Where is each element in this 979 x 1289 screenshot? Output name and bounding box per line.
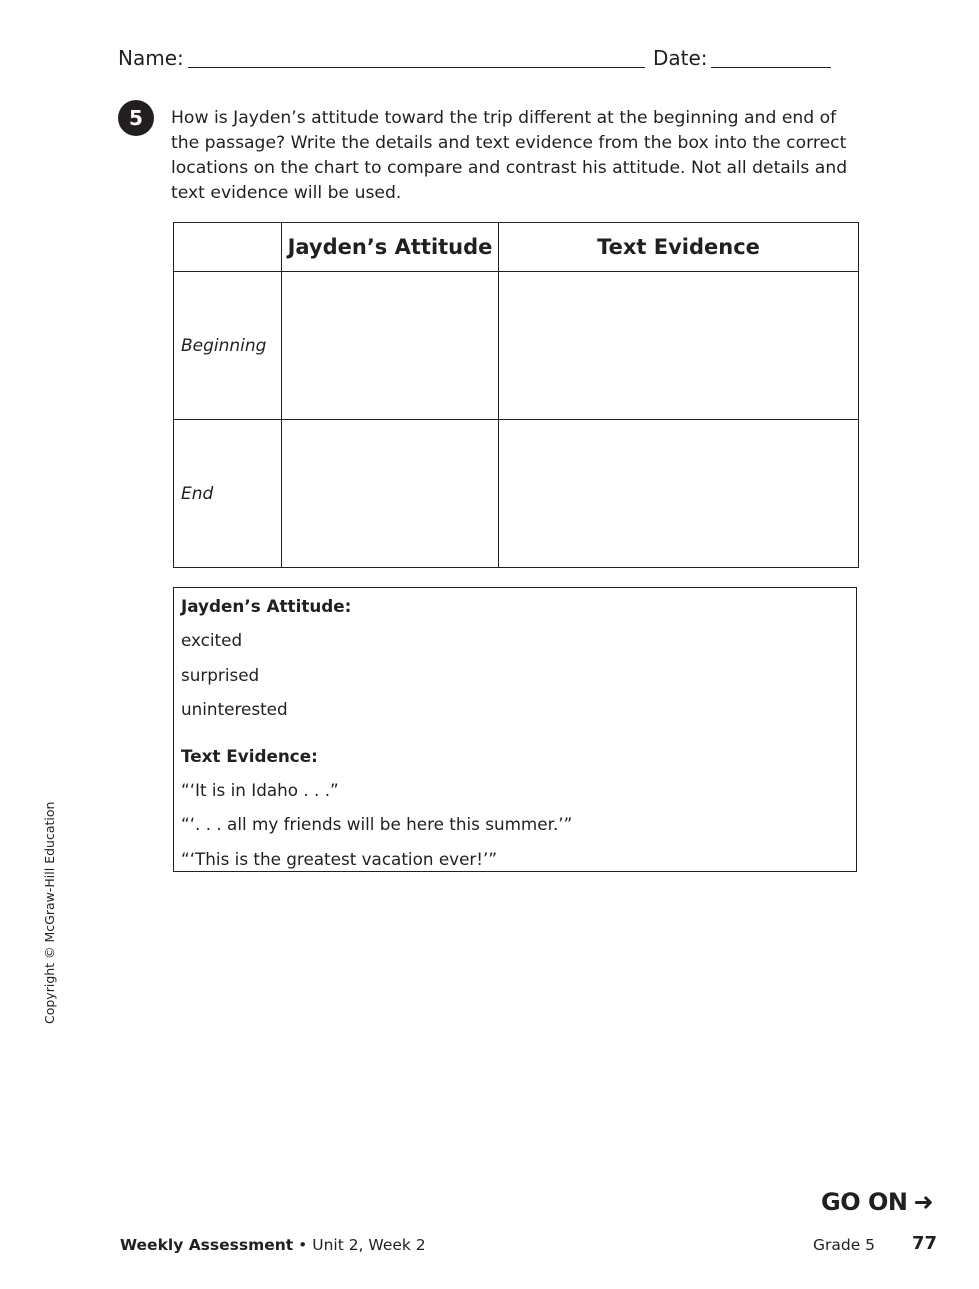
name-field[interactable] xyxy=(188,67,645,68)
end-attitude-cell[interactable] xyxy=(282,420,499,568)
go-on-indicator xyxy=(821,1188,933,1216)
attitude-option[interactable]: excited xyxy=(181,630,243,650)
date-field[interactable] xyxy=(711,67,831,68)
attitude-heading: Jayden’s Attitude: xyxy=(181,596,352,616)
row-label-beginning: Beginning xyxy=(174,272,282,420)
chart-row-beginning xyxy=(174,272,859,420)
arrow-right-icon: ➜ xyxy=(913,1188,934,1216)
footer-assessment xyxy=(120,1236,426,1254)
comparison-chart xyxy=(173,222,859,568)
date-label: Date: xyxy=(653,46,708,70)
beginning-evidence-cell[interactable] xyxy=(499,272,859,420)
evidence-option[interactable]: “‘This is the greatest vacation ever!’” xyxy=(181,848,498,869)
beginning-attitude-cell[interactable] xyxy=(282,272,499,420)
row-label-end: End xyxy=(174,420,282,568)
spacer xyxy=(181,732,849,744)
word-box xyxy=(173,587,857,872)
attitude-option[interactable]: uninterested xyxy=(181,699,288,719)
column-header-evidence: Text Evidence xyxy=(499,223,859,272)
question-prompt: How is Jayden’s attitude toward the trip different at the beginning and end of the passage? Write the details and text evidence from the box into the correct locations on the chart to compare and contrast his attitude. Not all details and text evidence will be used. xyxy=(171,108,848,203)
evidence-option[interactable]: “‘It is in Idaho . . .” xyxy=(181,779,339,800)
chart-header-row xyxy=(174,223,859,272)
grade-label: Grade 5 xyxy=(813,1236,876,1254)
question-number-badge: 5 xyxy=(118,100,154,136)
chart-corner-cell xyxy=(174,223,282,272)
go-on-label: GO ON xyxy=(821,1188,908,1216)
header-row xyxy=(118,46,838,74)
copyright-notice: Copyright © McGraw-Hill Education xyxy=(42,801,57,1024)
column-header-attitude: Jayden’s Attitude xyxy=(282,223,499,272)
assessment-title: Weekly Assessment xyxy=(120,1236,294,1254)
end-evidence-cell[interactable] xyxy=(499,420,859,568)
footer-separator: • xyxy=(293,1236,313,1254)
page-number: 77 xyxy=(912,1233,938,1254)
attitude-option[interactable]: surprised xyxy=(181,664,260,685)
evidence-heading: Text Evidence: xyxy=(181,745,318,766)
name-label: Name: xyxy=(118,46,184,70)
unit-week: Unit 2, Week 2 xyxy=(312,1236,426,1254)
evidence-option[interactable]: “‘. . . all my friends will be here this summer.’” xyxy=(181,814,573,834)
chart-row-end xyxy=(174,420,859,568)
